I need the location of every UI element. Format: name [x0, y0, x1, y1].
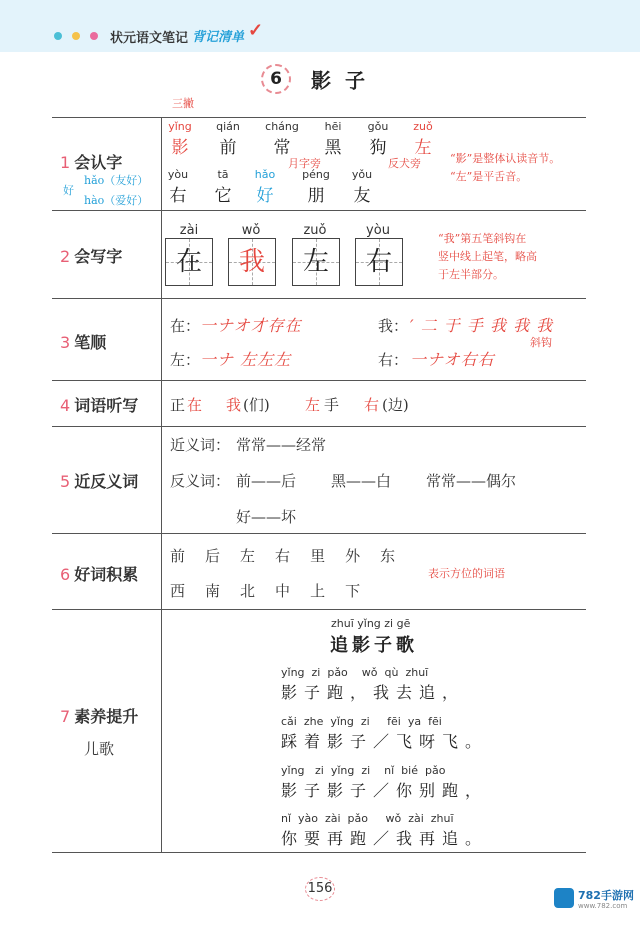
write-pinyin-wo: wǒ [241, 223, 261, 238]
section-label-recognize: 1 会认字 [60, 153, 123, 172]
stroke-label-you: 右： [378, 351, 409, 369]
dot-yellow [72, 32, 80, 40]
dot-blue [54, 32, 62, 40]
antonym-label: 反义词： [170, 472, 231, 490]
dictation-word-wo: 我 [226, 396, 242, 414]
pinyin-ying: yǐng [168, 120, 192, 133]
pinyin-zuo: zuǒ [413, 120, 433, 133]
char-gou: 狗 [369, 138, 387, 158]
stroke-seq-wo: ′ 二 于 手 我 我 我 [410, 316, 554, 335]
row-divider [52, 210, 586, 211]
section-label-good-words: 6 好词积累 [60, 565, 139, 584]
char-you3: 友 [353, 186, 371, 206]
note-fan-quan-pang: 反犬旁 [388, 157, 421, 170]
char-zuo: 左 [414, 138, 432, 158]
watermark-icon [554, 888, 574, 908]
write-pinyin-zai: zài [179, 223, 199, 238]
synonym-label: 近义词： [170, 436, 231, 454]
char-qian: 前 [219, 138, 237, 158]
row-divider [52, 380, 586, 381]
write-note-2: 竖中线上起笔，略高 [438, 250, 537, 263]
note-san-pie: 三撇 [172, 97, 194, 110]
section-label-write: 2 会写字 [60, 247, 123, 266]
section-label-strokes: 3 笔顺 [60, 333, 107, 352]
poem-line-4-pinyin: nǐ yào zài pǎo wǒ zài zhuī [281, 812, 454, 825]
writing-grid-wo: 我 [228, 238, 276, 286]
writing-grid-zuo: 左 [292, 238, 340, 286]
dictation-word-zuo-suffix: 手 [324, 396, 340, 414]
book-title: 状元语文笔记 [110, 31, 189, 46]
good-words-row-2: 西南北中上下 [170, 582, 381, 600]
poem-line-3: 影子影子／你别跑， [281, 781, 489, 800]
pinyin-gou: gǒu [367, 120, 389, 133]
watermark-url: www.782.com [578, 902, 628, 910]
stroke-seq-zai: 一ナオ才存在 [200, 316, 302, 335]
char-peng: 朋 [307, 186, 325, 206]
watermark-text: 782手游网 [578, 889, 634, 902]
section-label-synonyms: 5 近反义词 [60, 472, 139, 491]
char-chang: 常 [273, 138, 291, 158]
poem-line-4: 你要再跑／我再追。 [281, 829, 489, 848]
char-ying: 影 [171, 138, 189, 158]
antonym-pair-3: 常常——偶尔 [426, 472, 517, 490]
section-label-literacy: 7 素养提升 [60, 707, 139, 726]
checkmark-icon: ✓ [248, 20, 264, 41]
dot-pink [90, 32, 98, 40]
write-note-3: 于左半部分。 [438, 268, 504, 281]
pinyin-you: yòu [167, 168, 189, 181]
write-note-1: “我”第五笔斜钩在 [438, 232, 527, 245]
poem-line-2-pinyin: cǎi zhe yǐng zi fēi ya fēi [281, 715, 442, 728]
stroke-seq-you: 一ナオ右右 [410, 350, 495, 369]
char-you: 右 [169, 186, 187, 206]
stroke-seq-zuo: 一ナ 左左左 [200, 350, 292, 369]
row-divider [52, 533, 586, 534]
stroke-label-zai: 在： [170, 317, 201, 335]
pinyin-peng: péng [302, 168, 330, 181]
pinyin-you2: yǒu [351, 168, 373, 181]
poem-line-1-pinyin: yǐng zi pǎo wǒ qù zhuī [281, 666, 429, 679]
row-divider [52, 426, 586, 427]
column-divider [161, 117, 162, 852]
dictation-word-you: 右 [364, 396, 380, 414]
synonym-pair: 常常——经常 [236, 436, 327, 454]
header-band [0, 0, 640, 52]
table-top-border [52, 117, 586, 118]
pinyin-qian: qián [216, 120, 240, 133]
poem-line-1: 影子跑，我去追， [281, 683, 466, 702]
stroke-note-xiegou: 斜钩 [530, 336, 552, 349]
writing-grid-you: 右 [355, 238, 403, 286]
note-yue-zi-pang: 月字旁 [288, 157, 321, 170]
note-side-zuo: “左”是平舌音。 [450, 170, 528, 183]
dictation-prefix: 正 [170, 396, 186, 414]
write-pinyin-zuo: zuǒ [303, 223, 327, 238]
note-hao-prefix: 好 [63, 184, 74, 197]
page-number: 156 [0, 877, 640, 901]
header-dots [54, 32, 98, 40]
pinyin-hao: hǎo [254, 168, 276, 181]
antonym-pair-4: 好——坏 [236, 508, 297, 526]
dictation-word-you-suffix: (边) [382, 396, 409, 414]
char-hei: 黑 [324, 138, 342, 158]
pinyin-chang: cháng [265, 120, 299, 133]
table-bottom-border [52, 852, 586, 853]
row-divider [52, 298, 586, 299]
poem-title: 追影子歌 [330, 635, 418, 656]
antonym-pair-2: 黑——白 [331, 472, 392, 490]
writing-grid-zai: 在 [165, 238, 213, 286]
char-ta: 它 [214, 186, 232, 206]
pinyin-hei: hēi [324, 120, 342, 133]
section-label-dictation: 4 词语听写 [60, 396, 139, 415]
lesson-title [0, 64, 640, 94]
stroke-label-zuo: 左： [170, 351, 201, 369]
row-divider [52, 609, 586, 610]
badge-label: 背记清单 [192, 30, 245, 45]
pinyin-ta: tā [217, 168, 229, 181]
note-side-ying: “影”是整体认读音节。 [450, 152, 561, 165]
note-hao-2: hào（爱好） [84, 194, 149, 207]
write-pinyin-you: yòu [366, 223, 390, 238]
poem-title-pinyin: zhuī yǐng zi gē [331, 617, 411, 630]
poem-line-2: 踩着影子／飞呀飞。 [281, 732, 489, 751]
good-words-note: 表示方位的词语 [428, 567, 505, 580]
lesson-name: 影子 [311, 68, 379, 93]
note-hao-1: hǎo（友好） [84, 174, 149, 187]
good-words-row-1: 前后左右里外东 [170, 547, 416, 565]
stroke-label-wo: 我： [378, 317, 409, 335]
antonym-pair-1: 前——后 [236, 472, 297, 490]
poem-line-3-pinyin: yǐng zi yǐng zi nǐ bié pǎo [281, 764, 446, 777]
dictation-word-zai: 在 [187, 396, 203, 414]
watermark-logo [554, 884, 636, 916]
dictation-word-zuo: 左 [305, 396, 321, 414]
dictation-word-wo-suffix: (们) [243, 396, 270, 414]
char-hao: 好 [256, 186, 274, 206]
section-sub-nursery-rhyme: 儿歌 [84, 740, 115, 758]
lesson-number: 6 [261, 64, 291, 94]
